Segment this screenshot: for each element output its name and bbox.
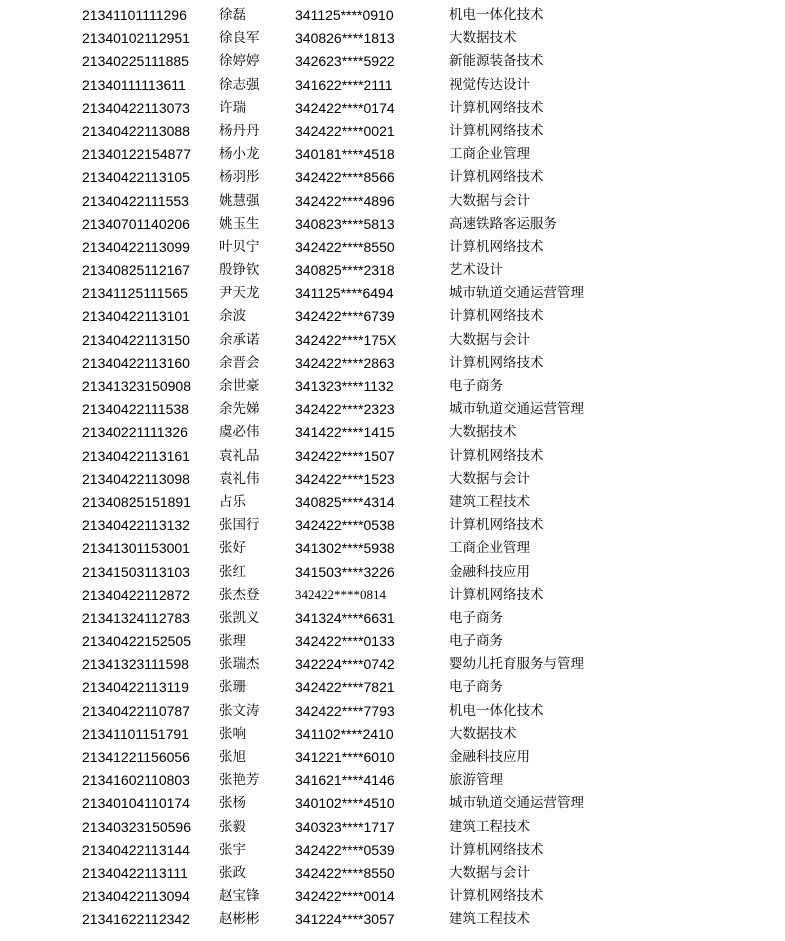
student-name-cell: 张旭	[219, 749, 246, 765]
student-name-cell: 张政	[219, 864, 246, 881]
table-row	[0, 329, 785, 352]
student-name-cell: 袁礼伟	[219, 470, 260, 487]
exam-number-cell: 21341602110803	[82, 772, 190, 789]
id-number-cell: 342422****175X	[295, 331, 397, 348]
id-number-cell: 342422****0538	[295, 517, 395, 534]
exam-number-cell: 21340422113099	[82, 238, 190, 255]
major-cell: 工商企业管理	[449, 146, 530, 163]
student-name-cell: 张杨	[219, 795, 246, 812]
id-number-cell: 342422****7821	[295, 679, 395, 696]
id-number-cell: 342422****0021	[295, 122, 395, 139]
exam-number-cell: 21340422111553	[82, 192, 189, 209]
student-name-cell: 占乐	[219, 493, 246, 510]
table-row	[0, 282, 785, 305]
major-cell: 大数据技术	[449, 725, 517, 742]
exam-number-cell: 21340111113611	[82, 76, 186, 93]
student-name-cell: 张国行	[219, 517, 260, 534]
exam-number-cell: 21341221156056	[82, 749, 190, 765]
id-number-cell: 340825****2318	[295, 262, 395, 279]
major-cell: 电子商务	[449, 679, 503, 696]
id-number-cell: 341125****6494	[295, 285, 394, 302]
major-cell: 建筑工程技术	[449, 818, 530, 835]
table-row	[0, 213, 785, 236]
table-row	[0, 630, 785, 653]
table-row	[0, 445, 785, 468]
student-name-cell: 张凯义	[219, 609, 260, 626]
id-number-cell: 342422****4896	[295, 192, 395, 209]
table-row	[0, 491, 785, 514]
student-name-cell: 姚玉生	[219, 215, 260, 232]
exam-number-cell: 21340422113101	[82, 308, 190, 325]
id-number-cell: 341102****2410	[295, 725, 394, 742]
student-name-cell: 杨羽彤	[219, 169, 260, 186]
table-row	[0, 352, 785, 375]
student-name-cell: 张响	[219, 725, 246, 742]
table-row	[0, 839, 785, 862]
table-row	[0, 607, 785, 630]
exam-number-cell: 21341125111565	[82, 285, 188, 302]
major-cell: 电子商务	[449, 609, 503, 626]
student-name-cell: 姚慧强	[219, 192, 260, 209]
id-number-cell: 341302****5938	[295, 540, 395, 557]
id-number-cell: 342623****5922	[295, 53, 395, 70]
exam-number-cell: 21340422111538	[82, 401, 189, 418]
exam-number-cell: 21340825151891	[82, 493, 192, 510]
major-cell: 建筑工程技术	[449, 493, 530, 510]
id-number-cell: 342422****0539	[295, 841, 395, 858]
exam-number-cell: 21341101111296	[82, 7, 187, 23]
id-number-cell: 342422****2863	[295, 354, 395, 371]
student-name-cell: 张艳芳	[219, 772, 260, 789]
student-name-cell: 徐磊	[219, 7, 246, 23]
table-row	[0, 723, 785, 746]
exam-number-cell: 21340422113160	[82, 354, 190, 371]
major-cell: 城市轨道交通运营管理	[449, 795, 584, 812]
student-name-cell: 杨小龙	[219, 146, 260, 163]
id-number-cell: 340825****4314	[295, 493, 395, 510]
major-cell: 建筑工程技术	[449, 911, 530, 928]
student-name-cell: 余先娣	[219, 401, 260, 418]
table-row	[0, 537, 785, 560]
id-number-cell: 341324****6631	[295, 609, 395, 626]
student-name-cell: 徐婷婷	[219, 53, 260, 70]
student-name-cell: 尹天龙	[219, 285, 260, 302]
id-number-cell: 341503****3226	[295, 563, 395, 580]
id-number-cell: 342422****8566	[295, 169, 395, 186]
table-row	[0, 862, 785, 885]
exam-number-cell: 21340422113144	[82, 841, 190, 858]
student-name-cell: 殷铮钦	[219, 262, 260, 279]
id-number-cell: 341125****0910	[295, 7, 394, 23]
exam-number-cell: 21340102112951	[82, 30, 190, 47]
id-number-cell: 341224****3057	[295, 911, 395, 928]
student-name-cell: 余承诺	[219, 331, 260, 348]
major-cell: 计算机网络技术	[449, 841, 544, 858]
exam-number-cell: 21340104110174	[82, 795, 190, 812]
major-cell: 新能源装备技术	[449, 53, 544, 70]
exam-number-cell: 21341503113103	[82, 563, 190, 580]
major-cell: 城市轨道交通运营管理	[449, 285, 584, 302]
table-row	[0, 27, 785, 50]
table-row	[0, 653, 785, 676]
student-name-cell: 张瑞杰	[219, 656, 260, 673]
table-row	[0, 561, 785, 584]
student-name-cell: 张毅	[219, 818, 246, 835]
major-cell: 计算机网络技术	[449, 99, 544, 116]
student-name-cell: 袁礼品	[219, 447, 260, 464]
table-row	[0, 676, 785, 699]
major-cell: 计算机网络技术	[449, 888, 544, 905]
exam-number-cell: 21340422112872	[82, 586, 190, 603]
student-name-cell: 赵彬彬	[219, 911, 260, 928]
exam-number-cell: 21340422113073	[82, 99, 190, 116]
id-number-cell: 340826****1813	[295, 30, 395, 47]
table-row	[0, 700, 785, 723]
major-cell: 计算机网络技术	[449, 122, 544, 139]
major-cell: 机电一体化技术	[449, 7, 544, 23]
table-row	[0, 375, 785, 398]
id-number-cell: 341621****4146	[295, 772, 395, 789]
table-row	[0, 908, 785, 931]
id-number-cell: 342422****8550	[295, 238, 395, 255]
exam-number-cell: 21340825112167	[82, 262, 190, 279]
table-row	[0, 514, 785, 537]
major-cell: 计算机网络技术	[449, 354, 544, 371]
major-cell: 计算机网络技术	[449, 447, 544, 464]
major-cell: 大数据技术	[449, 30, 517, 47]
major-cell: 计算机网络技术	[449, 169, 544, 186]
major-cell: 旅游管理	[449, 772, 503, 789]
student-name-cell: 徐志强	[219, 76, 260, 93]
exam-number-cell: 21340422113111	[82, 864, 188, 881]
student-name-cell: 余波	[219, 308, 246, 325]
exam-number-cell: 21340225111885	[82, 53, 189, 70]
table-row	[0, 769, 785, 792]
student-name-cell: 张珊	[219, 679, 246, 696]
major-cell: 电子商务	[449, 378, 503, 394]
exam-number-cell: 21340422113098	[82, 470, 190, 487]
table-row	[0, 259, 785, 282]
student-name-cell: 虞必伟	[219, 424, 260, 441]
student-name-cell: 张理	[219, 633, 246, 650]
major-cell: 艺术设计	[449, 262, 503, 279]
id-number-cell: 341221****6010	[295, 749, 395, 765]
exam-number-cell: 21341301153001	[82, 540, 190, 557]
major-cell: 视觉传达设计	[449, 76, 530, 93]
major-cell: 大数据与会计	[449, 470, 530, 487]
exam-number-cell: 21341622112342	[82, 911, 190, 928]
student-name-cell: 杨丹丹	[219, 122, 260, 139]
exam-number-cell: 21340422113150	[82, 331, 190, 348]
exam-number-cell: 21341323111598	[82, 656, 189, 673]
exam-number-cell: 21340422113088	[82, 122, 190, 139]
id-number-cell: 342422****0014	[295, 888, 395, 905]
id-number-cell: 342422****8550	[295, 864, 395, 881]
table-row	[0, 468, 785, 491]
major-cell: 金融科技应用	[449, 563, 530, 580]
table-row	[0, 746, 785, 769]
major-cell: 机电一体化技术	[449, 702, 544, 719]
table-row	[0, 166, 785, 189]
id-number-cell: 341323****1132	[295, 378, 394, 394]
student-name-cell: 叶贝宁	[219, 238, 260, 255]
exam-number-cell: 21340422110787	[82, 702, 190, 719]
student-name-cell: 张杰登	[219, 586, 260, 603]
major-cell: 城市轨道交通运营管理	[449, 401, 584, 418]
table-row	[0, 120, 785, 143]
exam-number-cell: 21340422152505	[82, 633, 192, 650]
major-cell: 计算机网络技术	[449, 586, 544, 603]
exam-number-cell: 21340422113161	[82, 447, 190, 464]
student-name-cell: 余晋会	[219, 354, 260, 371]
student-name-cell: 张宇	[219, 841, 246, 858]
exam-number-cell: 21340701140206	[82, 215, 190, 232]
id-number-cell: 342422****0133	[295, 633, 395, 650]
exam-number-cell: 21340422113132	[82, 517, 190, 534]
id-number-cell: 340823****5813	[295, 215, 395, 232]
table-row	[0, 792, 785, 815]
major-cell: 大数据技术	[449, 424, 517, 441]
id-number-cell: 342224****0742	[295, 656, 395, 673]
id-number-cell: 342422****0174	[295, 99, 395, 116]
exam-number-cell: 21340323150596	[82, 818, 192, 835]
id-number-cell: 342422****6739	[295, 308, 395, 325]
id-number-cell: 341422****1415	[295, 424, 395, 441]
table-row	[0, 305, 785, 328]
table-row	[0, 421, 785, 444]
id-number-cell: 342422****2323	[295, 401, 395, 418]
student-name-cell: 余世豪	[219, 378, 260, 394]
major-cell: 高速铁路客运服务	[449, 215, 557, 232]
major-cell: 大数据与会计	[449, 864, 530, 881]
exam-number-cell: 21340422113105	[82, 169, 190, 186]
student-name-cell: 张文涛	[219, 702, 260, 719]
exam-number-cell: 21341323150908	[82, 378, 192, 394]
major-cell: 大数据与会计	[449, 331, 530, 348]
student-name-cell: 张红	[219, 563, 246, 580]
exam-number-cell: 21340422113119	[82, 679, 189, 696]
table-row	[0, 190, 785, 213]
major-cell: 大数据与会计	[449, 192, 530, 209]
id-number-cell: 342422****7793	[295, 702, 395, 719]
id-number-cell: 340102****4510	[295, 795, 395, 812]
major-cell: 工商企业管理	[449, 540, 530, 557]
student-name-cell: 赵宝锋	[219, 888, 260, 905]
exam-number-cell: 21340221111326	[82, 424, 188, 441]
major-cell: 计算机网络技术	[449, 517, 544, 534]
major-cell: 婴幼儿托育服务与管理	[449, 656, 584, 673]
student-name-cell: 张好	[219, 540, 246, 557]
table-row	[0, 97, 785, 120]
major-cell: 计算机网络技术	[449, 238, 544, 255]
id-number-cell: 340181****4518	[295, 146, 395, 163]
student-name-cell: 许瑞	[219, 99, 246, 116]
table-row	[0, 143, 785, 166]
major-cell: 金融科技应用	[449, 749, 530, 765]
table-row	[0, 74, 785, 97]
table-row	[0, 885, 785, 908]
table-row	[0, 50, 785, 73]
id-number-cell: 340323****1717	[295, 818, 395, 835]
table-row	[0, 816, 785, 839]
exam-number-cell: 21340422113094	[82, 888, 190, 905]
exam-number-cell: 21340122154877	[82, 146, 192, 163]
id-number-cell: 342422****1507	[295, 447, 395, 464]
student-roster-table	[0, 4, 785, 932]
id-number-cell: 342422****0814	[295, 586, 386, 602]
student-name-cell: 徐良军	[219, 30, 260, 47]
id-number-cell: 342422****1523	[295, 470, 395, 487]
major-cell: 电子商务	[449, 633, 503, 650]
exam-number-cell: 21341101151791	[82, 725, 189, 742]
table-row	[0, 398, 785, 421]
table-row	[0, 4, 785, 27]
table-row	[0, 236, 785, 259]
exam-number-cell: 21341324112783	[82, 609, 190, 626]
id-number-cell: 341622****2111	[295, 76, 393, 93]
major-cell: 计算机网络技术	[449, 308, 544, 325]
table-row	[0, 584, 785, 607]
